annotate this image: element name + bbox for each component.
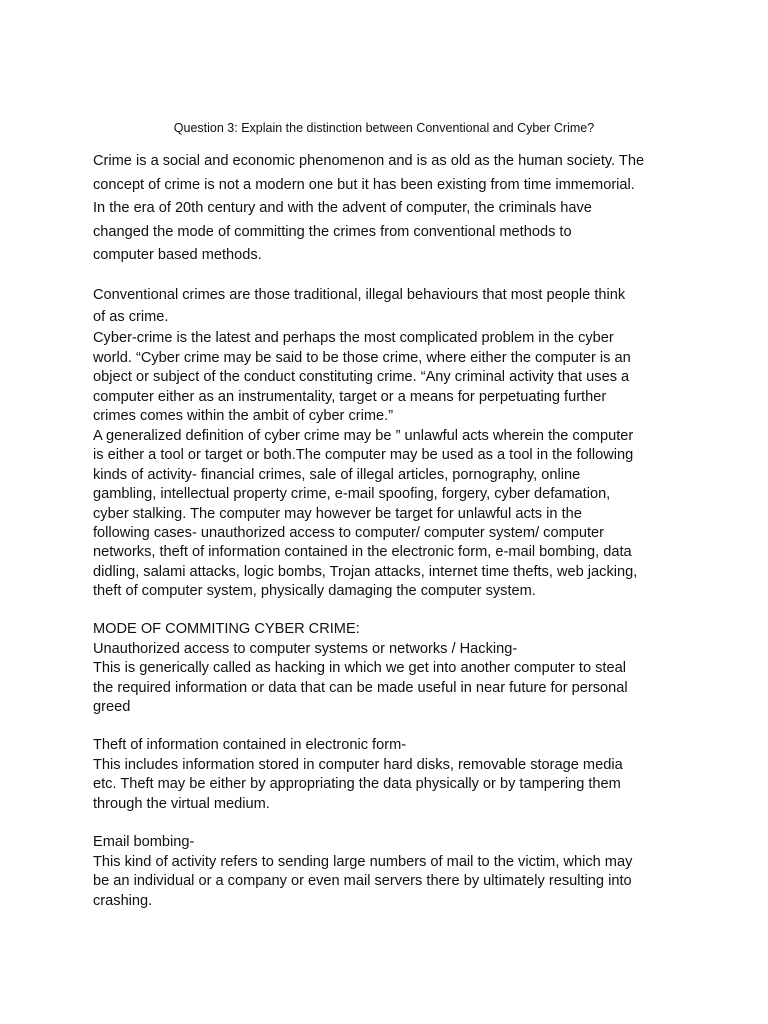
text-line: the required information or data that can be made useful in near future for personal (93, 679, 628, 696)
text-line: Crime is a social and economic phenomenon and is as old as the human society. The (93, 153, 645, 169)
text-line: gambling, intellectual property crime, e-mail spoofing, forgery, cyber defamation, (93, 486, 611, 503)
text-line: etc. Theft may be either by appropriating the data physically or by tampering them (93, 776, 621, 792)
section-heading: MODE OF COMMITING CYBER CRIME: (93, 621, 360, 637)
theft-of-information-section (93, 736, 683, 814)
text-line: Conventional crimes are those traditional, illegal behaviours that most people think (93, 287, 626, 303)
text-line: greed (93, 699, 131, 715)
text-line: Cyber-crime is the latest and perhaps the most complicated problem in the cyber (93, 330, 614, 346)
text-line: networks, theft of information contained in the electronic form, e-mail bombing, data (93, 544, 632, 561)
text-line: This is generically called as hacking in which we get into another computer to steal (93, 660, 626, 676)
cyber-crime-paragraph (93, 329, 683, 427)
subheading-email-bombing: Email bombing- (93, 834, 195, 850)
text-line: object or subject of the conduct constituting crime. “Any criminal activity that uses a (93, 369, 630, 385)
text-line: computer based methods. (93, 247, 262, 263)
text-line: changed the mode of committing the crimes from conventional methods to (93, 223, 572, 240)
text-line: A generalized definition of cyber crime may be ” unlawful acts wherein the computer (93, 428, 634, 444)
text-line: of as crime. (93, 309, 169, 325)
text-line: through the virtual medium. (93, 795, 270, 812)
subheading-theft: Theft of information contained in electronic form- (93, 737, 407, 753)
text-line: cyber stalking. The computer may however be target for unlawful acts in the (93, 505, 582, 522)
text-line: theft of computer system, physically damaging the computer system. (93, 583, 536, 600)
text-line: concept of crime is not a modern one but it has been existing from time immemorial. (93, 176, 635, 193)
question-title: Question 3: Explain the distinction between Conventional and Cyber Crime? (173, 121, 595, 135)
email-bombing-section (93, 833, 683, 911)
text-line: kinds of activity- financial crimes, sale of illegal articles, pornography, online (93, 466, 581, 483)
intro-paragraph (93, 150, 683, 268)
text-line: This kind of activity refers to sending large numbers of mail to the victim, which may (93, 853, 633, 870)
text-line: be an individual or a company or even mail servers there by ultimately resulting into (93, 873, 632, 890)
subheading-hacking: Unauthorized access to computer systems or networks / Hacking- (93, 640, 518, 657)
text-line: is either a tool or target or both.The computer may be used as a tool in the following (93, 447, 634, 464)
text-line: didling, salami attacks, logic bombs, Trojan attacks, internet time thefts, web jacking, (93, 563, 638, 580)
text-line: computer either as an instrumentality, target or a means for perpetuating further (93, 388, 607, 405)
text-line: crimes comes within the ambit of cyber crime.” (93, 408, 394, 424)
text-line: following cases- unauthorized access to computer/ computer system/ computer (93, 524, 605, 541)
conventional-crime-paragraph (93, 284, 683, 328)
text-line: In the era of 20th century and with the advent of computer, the criminals have (93, 200, 592, 216)
text-line: This includes information stored in computer hard disks, removable storage media (93, 756, 623, 773)
mode-of-committing-section (93, 620, 683, 718)
text-line: crashing. (93, 892, 153, 909)
text-line: world. “Cyber crime may be said to be those crime, where either the computer is an (93, 349, 631, 366)
generalized-definition-paragraph (93, 427, 683, 602)
